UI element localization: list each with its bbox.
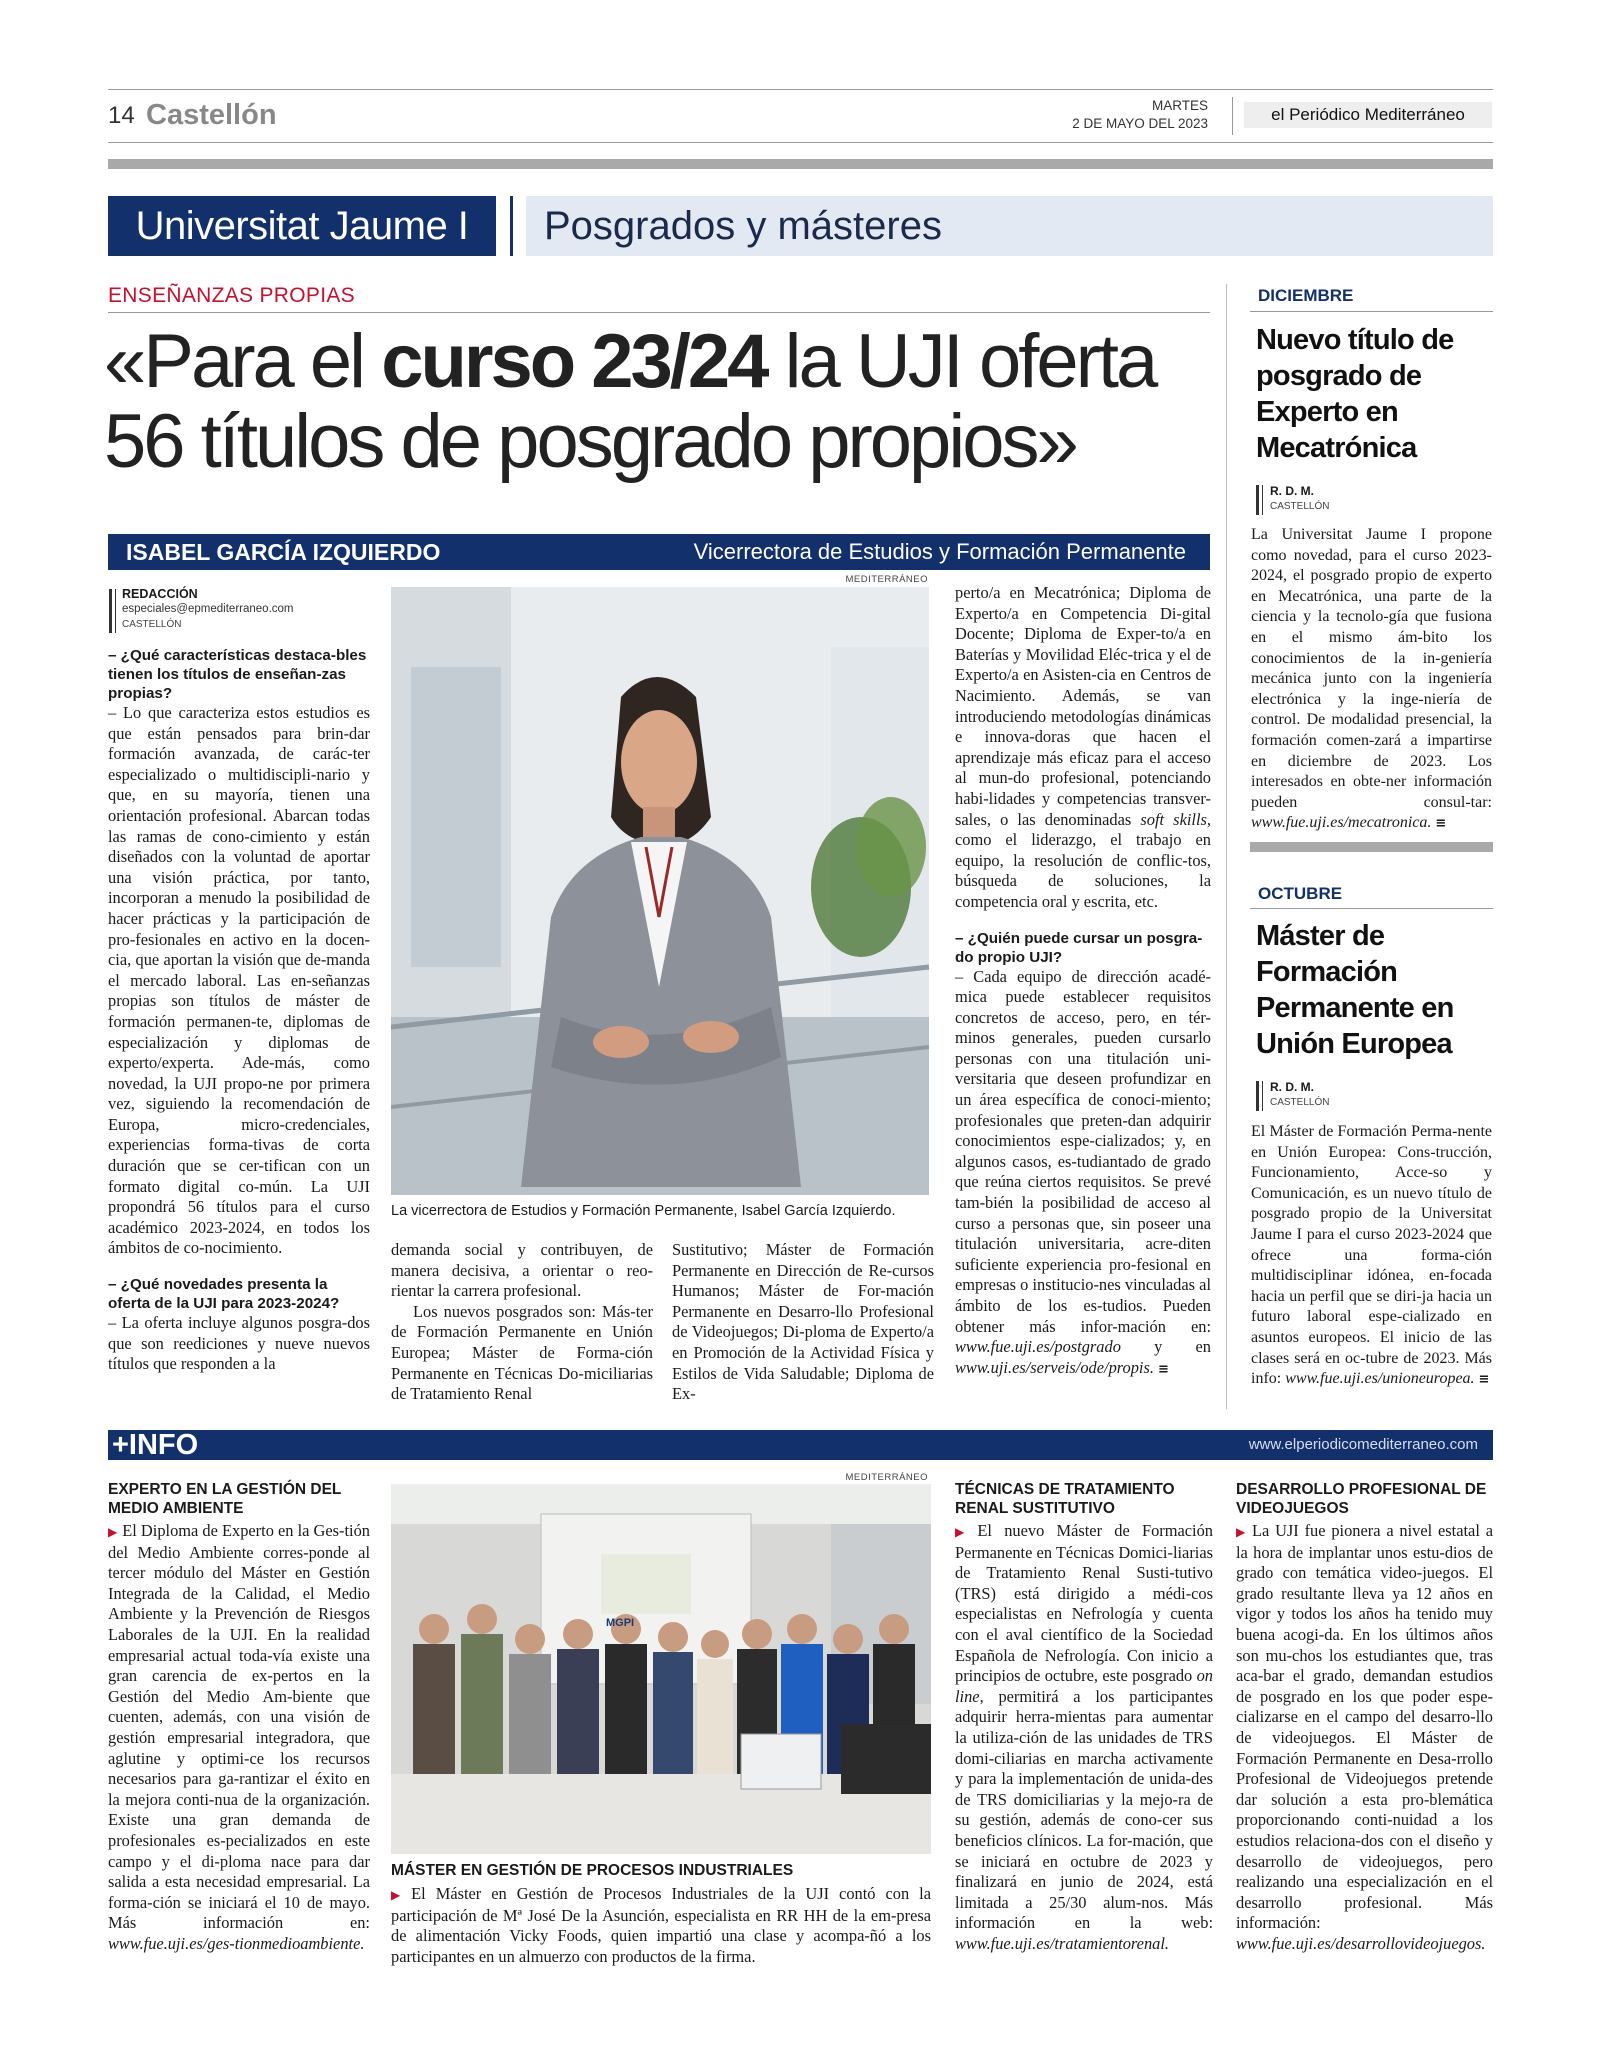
info-body-3-italic: on line [955, 1666, 1213, 1706]
info-column-3 [955, 1521, 1213, 1954]
answer-3-and: y en [1120, 1337, 1211, 1357]
group-photo-illustration [391, 1484, 931, 1854]
col2-text: demanda social y contribuyen, de manera decisiva, a orientar o reo-rientar la carrera profesional. [391, 1240, 653, 1301]
info-body-4 [1236, 1521, 1493, 1954]
sidebar-grey-band [1250, 842, 1493, 852]
end-mark-icon: ≡ [1157, 1361, 1169, 1377]
column-4 [955, 583, 1211, 1380]
info-title-1: EXPERTO EN LA GESTIÓN DEL MEDIO AMBIENTE [108, 1481, 342, 1517]
info-label: +INFO [112, 1429, 199, 1461]
question-3: – ¿Quién puede cursar un posgra-do propio UJI? [955, 929, 1203, 966]
group-photo-screen-label: MGPI [606, 1617, 635, 1629]
sidebar-label-octubre: OCTUBRE [1258, 884, 1343, 903]
byline-bar-2 [115, 589, 116, 633]
column-1 [108, 646, 370, 1375]
sidebar-place-1: CASTELLÓN [1270, 501, 1330, 512]
end-mark-icon: ≡ [1478, 1372, 1490, 1388]
sidebar-text-2 [1251, 1122, 1492, 1391]
sidebar-body-2-text: El Máster de Formación Perma-nente en Unión Europea: Cons-trucción, Funcionamiento, Acce-so y Comunicación, es un nuevo título de posgrado propio de la Universitat Jaume I para el curso 2023-2024 que ofrece una forma-ción multidisciplinar idónea, en-focada hacia un perfil que se diri-ja hacia un futuro laboral espe-cializado en asuntos europeos. El inicio de las clases será en oc-tubre de 2023. Más info: [1251, 1123, 1492, 1388]
banner-university: Universitat Jaume I [108, 196, 496, 256]
end-mark-icon: ≡ [1435, 816, 1447, 832]
top-rule [108, 89, 1493, 90]
bullet-icon: ▶ [955, 1525, 973, 1539]
info-body-2 [391, 1884, 931, 1967]
banner-section-title: Posgrados y másteres [526, 196, 1493, 256]
headline-line2: 56 títulos de posgrado propios» [104, 399, 1076, 484]
info-body-3-pre: El nuevo Máster de Formación Permanente en Técnicas Domici-liarias de Tratamiento Renal Susti-tutivo (TRS) está dirigido a médi-cos especialistas en Nefrología y cuenta con el aval científico de la Sociedad Española de Nefrología. Con inicio a principios de octubre, este posgrado [955, 1521, 1214, 1686]
link-mecatronica[interactable]: www.fue.uji.es/mecatronica. [1251, 814, 1432, 832]
sidebar-body-1 [1251, 525, 1492, 835]
info-website[interactable]: www.elperiodicomediterraneo.com [1248, 1436, 1478, 1453]
group-photo-credit: MEDITERRÁNEO [845, 1472, 928, 1483]
column-3 [672, 1240, 934, 1405]
info-body-3-post: , permitirá a los participantes adquirir herra-mientas para aumentar la utiliza-ción de las unidades de TRS domi-ciliarias en marcha activamente y para la implementación de unida-des de TRS domiciliarias y la mejo-ra de su gestión, además de cono-cer sus beneficios clínicos. La for-mación, que se iniciará en octubre de 2023 y finalizará en junio de 2024, está limitada a 25/30 alum-nos. Más información en la web: [955, 1686, 1213, 1933]
byline-place: CASTELLÓN [122, 619, 182, 630]
info-column-1 [108, 1521, 370, 1954]
grey-band [108, 159, 1493, 169]
sidebar-title-2: Máster de Formación Permanente en Unión Europea [1256, 920, 1454, 1060]
info-title-4: DESARROLLO PROFESIONAL DE VIDEOJUEGOS [1236, 1481, 1487, 1517]
photo-caption: La vicerrectora de Estudios y Formación Permanente, Isabel García Izquierdo. [391, 1203, 896, 1219]
link-propis[interactable]: www.uji.es/serveis/ode/propis. [955, 1357, 1154, 1377]
byline-name: REDACCIÓN [122, 587, 198, 601]
headline-post: la UJI oferta [766, 319, 1156, 404]
sidebar-divider [1226, 284, 1227, 1409]
sidebar-title-1: Nuevo título de posgrado de Experto en Mecatrónica [1256, 324, 1454, 464]
answer-1: – Lo que caracteriza estos estudios es que están pensados para brin-dar formación avanzada, de carác-ter especializado o multidiscipli-nario y que, en su mayoría, tienen una orientación profesional. Abarcan todas las ramas de cono-cimiento y están diseñados con la voluntad de aportar una visión práctica, por tanto, incorporan a menudo la posibilidad de hacer prácticas y la participación de pro-fesionales en activo en la docen-cia, que aportan la visión que de-manda el mercado laboral. Las en-señanzas propias son títulos de máster de formación permanen-te, diplomas de especialización y diplomas de experto/experta. Ade-más, como novedad, la UJI propo-ne por primera vez, siguiendo la recomendación de Europa, micro-credenciales, experiencias forma-tivas de corta duración que se cer-tifican con un formato digital co-mún. La UJI propondrá 56 títulos para el curso académico 2023-2024, en todos los ámbitos de co-nocimiento. [108, 703, 370, 1258]
headline-bold: curso 23/24 [381, 319, 767, 404]
info-column-2 [391, 1884, 931, 1967]
link-tratamientorenal[interactable]: www.fue.uji.es/tratamientorenal. [955, 1933, 1169, 1953]
sidebar-body-1-text: La Universitat Jaume I propone como novedad, para el curso 2023-2024, el posgrado propio de experto en Mecatrónica, una parte de la ciencia y la tecnolo-gía que fusiona en el mismo ám-bito los conocimientos de la in-geniería mecánica junto con la ingeniería electrónica y la inge-niería de control. De modalidad presencial, la formación comen-zará a impartirse en diciembre de 2023. Los interesados en obte-ner información pueden consul-tar: [1251, 526, 1492, 811]
sidebar-byline-bar-2 [1256, 1081, 1259, 1111]
bullet-icon: ▶ [108, 1525, 118, 1539]
answer-3 [955, 967, 1211, 1381]
col4-answer [955, 583, 1211, 913]
sidebar-rule-1 [1250, 311, 1493, 312]
sidebar-byline-1: R. D. M. [1270, 484, 1314, 498]
banner-divider [510, 196, 513, 256]
col3-text: Sustitutivo; Máster de Formación Permanente en Dirección de Re-cursos Humanos; Máster de For-mación Permanente en Desarro-llo Profesional de Videojuegos; Di-ploma de Experto/a en Promoción de la Actividad Física y Estilos de Vida Saludable; Diploma de Ex- [672, 1240, 934, 1404]
question-1: – ¿Qué características destaca-bles tienen los títulos de enseñan-zas propias? [108, 647, 367, 702]
answer-2: – La oferta incluye algunos posgra-dos que son reediciones y nueve nuevos títulos que responden a la [108, 1313, 370, 1374]
group-photo [391, 1484, 931, 1854]
answer-3-text: – Cada equipo de dirección acadé-mica puede establecer requisitos concretos de acceso, pero, en tér-minos generales, pueden cursarlo personas con una titulación uni-versitaria que deseen profundizar en un área específica de conoci-miento; profesionales que preten-dan adquirir conocimientos espe-cializados; y, en algunos casos, es-tudiantado de grado que reúna ciertos requisitos. Se prevé tam-bién la posibilidad de acceso al curso a personas que, sin poseer una titulación universitaria, acre-diten suficiente experiencia pro-fesional en empresas o institucio-nes vinculadas al ámbito de los es-tudios. Pueden obtener más infor-mación en: [955, 966, 1211, 1336]
sidebar-text-1 [1251, 525, 1492, 835]
col2-text-2: Los nuevos posgrados son: Más-ter de Formación Permanente en Unión Europea; Máster de Forma-ción Permanente en Técnicas Do-miciliarias de Tratamiento Renal [391, 1301, 653, 1404]
link-medioambiente[interactable]: www.fue.uji.es/ges-tionmedioambiente. [108, 1933, 365, 1953]
publication-name: el Periódico Mediterráneo [1244, 102, 1492, 128]
header-date: 2 DE MAYO DEL 2023 [1072, 116, 1208, 131]
bullet-icon: ▶ [391, 1888, 407, 1902]
sidebar-place-2: CASTELLÓN [1270, 1097, 1330, 1108]
byline-email: especiales@epmediterraneo.com [122, 603, 294, 615]
info-body-4-text: La UJI fue pionera a nivel estatal a la hora de implantar unos estu-dios de grado con temática video-juegos. El grado resultante lleva ya 12 años en vigor y todos los años ha tenido muy buena acogi-da. En los últimos años son mu-chos los estudiantes que, tras aca-bar el grado, demandan estudios de posgrado en los que poder espe-cializarse en el campo del desarro-llo de videojuegos. El Máster de Formación Permanente en Desa-rrollo Profesional de Videojuegos pretende dar solución a esta pro-blemática proporcionando conti-nuidad a los estudios relaciona-dos con el diseño y desarrollo de videojuegos, pero realizando una especialización en el desarrollo profesional. Más información: [1236, 1521, 1493, 1933]
sidebar-byline-bar-2b [1262, 1081, 1263, 1111]
portrait-photo [391, 587, 929, 1195]
info-body-2-text: El Máster en Gestión de Procesos Industriales de la UJI contó con la participación de Mª José De la Asunción, especialista en RR HH de la em-presa de alimentación Vicky Foods, quien impartió una clase y acompa-ñó a los participantes en un almuerzo con productos de la firma. [391, 1884, 931, 1966]
info-title-3: TÉCNICAS DE TRATAMIENTO RENAL SUSTITUTIVO [955, 1481, 1175, 1517]
header-divider [1232, 97, 1233, 135]
link-unioneuropea[interactable]: www.fue.uji.es/unioneuropea. [1285, 1370, 1475, 1388]
kicker-rule [108, 312, 1210, 313]
info-body-1 [108, 1521, 370, 1954]
info-title-2: MÁSTER EN GESTIÓN DE PROCESOS INDUSTRIALES [391, 1862, 794, 1879]
headline-pre: «Para el [104, 319, 382, 404]
sidebar-body-2 [1251, 1122, 1492, 1391]
sidebar-byline-bar-1b [1262, 485, 1263, 515]
photo-credit: MEDITERRÁNEO [845, 574, 928, 585]
question-2: – ¿Qué novedades presenta la oferta de la UJI para 2023-2024? [108, 1276, 340, 1313]
column-2 [391, 1240, 653, 1405]
kicker: ENSEÑANZAS PROPIAS [108, 284, 355, 307]
interviewee-role: Vicerrectora de Estudios y Formación Permanente [693, 539, 1186, 564]
col4-answer-italic: soft skills [1140, 809, 1207, 829]
portrait-illustration [391, 587, 929, 1195]
info-column-4 [1236, 1521, 1493, 1954]
link-postgrado[interactable]: www.fue.uji.es/postgrado [955, 1337, 1121, 1357]
section-name: Castellón [146, 99, 277, 131]
sidebar-rule-2 [1250, 908, 1493, 909]
byline-bar [109, 589, 112, 633]
header-day: MARTES [1151, 98, 1208, 113]
header-bottom-rule [108, 142, 1493, 143]
sidebar-byline-2: R. D. M. [1270, 1080, 1314, 1094]
sidebar-label-diciembre: DICIEMBRE [1258, 286, 1354, 305]
bullet-icon: ▶ [1236, 1525, 1247, 1539]
col4-answer-post: , como el liderazgo, el trabajo en equipo, la resolución de conflic-tos, búsqueda de soluciones, la competencia oral y escrita, etc. [955, 809, 1211, 911]
info-body-1-text: El Diploma de Experto en la Ges-tión del Medio Ambiente corres-ponde al tercer módulo del Máster en Gestión Integrada de la Calidad, el Medio Ambiente y la Prevención de Riesgos Laborales de la UJI. En la realidad empresarial actual toda-vía existe una gran carencia de ex-pertos en la Gestión del Medio Am-biente que cuenten, además, con una visión de gestión empresarial integradora, que aglutine y optimi-ce los recursos necesarios para ga-rantizar el éxito en la mejora conti-nua de la organización. Existe una gran demanda de profesionales es-pecializados en este campo y el di-ploma nace para dar salida a esta necesidad empresarial. La forma-ción se iniciará el 10 de mayo. Más información en: [108, 1521, 370, 1933]
link-videojuegos[interactable]: www.fue.uji.es/desarrollovideojuegos. [1236, 1933, 1486, 1953]
interviewee-name: ISABEL GARCÍA IZQUIERDO [126, 539, 441, 565]
info-body-3 [955, 1521, 1213, 1954]
sidebar-byline-bar-1 [1256, 485, 1259, 515]
page-number: 14 [108, 102, 135, 129]
col4-answer-pre: perto/a en Mecatrónica; Diploma de Experto/a en Competencia Di-gital Docente; Diploma de Exper-to/a en Baterías y Movilidad Eléc-trica y el de Experto/a en Asisten-cia en Centros de Nacimiento. Además, se van introduciendo metodologías dinámicas e innova-doras que hacen el aprendizaje más eficaz para el acceso al mun-do profesional, potenciando habi-lidades y competencias transver-sales, o las denominadas [955, 583, 1211, 829]
headline [104, 319, 1224, 484]
